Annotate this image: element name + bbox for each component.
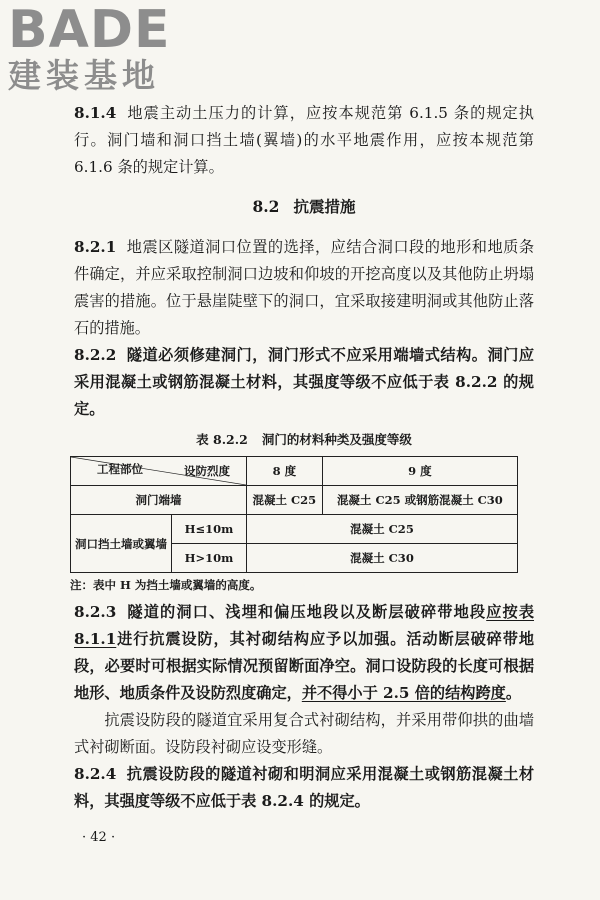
page-number: · 42 · <box>82 830 116 845</box>
clause-text: 。 <box>505 684 522 702</box>
logo-wordmark: BADE <box>8 0 171 60</box>
row-label-portal-wall: 洞门端墙 <box>71 486 247 515</box>
clause-text: 隧道的洞口、浅埋和偏压地段以及断层破碎带地段 <box>126 603 487 621</box>
clause-text: 进行抗震设防，其衬砌结构应予以加强。活动断层破碎带地段，必要时可根据实际情况预留断面净空。洞口设防段的长度可根据地形、地质条件及设防烈度确定， <box>74 630 534 702</box>
clause-8-2-2 <box>74 342 534 423</box>
logo-subtitle: 建装基地 <box>8 56 160 95</box>
cell-merged-value: 混凝土 C25 <box>247 515 518 544</box>
table-caption <box>74 431 534 449</box>
cell-8-degree: 混凝土 C25 <box>247 486 323 515</box>
section-title: 抗震措施 <box>293 197 356 216</box>
document-page <box>70 100 535 815</box>
clause-number: 8.2.2 <box>74 346 117 364</box>
header-9-degree: 9 度 <box>322 457 517 486</box>
clause-text: 隧道必须修建洞门，洞门形式不应采用端墙式结构。洞门应采用混凝土或钢筋混凝土材料，其强度等级不应低于表 8.2.2 的规定。 <box>74 346 534 418</box>
clause-8-2-4 <box>74 761 534 815</box>
section-number: 8.2 <box>252 197 280 216</box>
section-heading <box>74 193 534 220</box>
clause-8-2-3-paragraph-2: 抗震设防段的隧道宜采用复合式衬砌结构，并采用带仰拱的曲墙式衬砌断面。设防段衬砌应设变形缝。 <box>74 711 534 756</box>
underlined-text: 并不得小于 2.5 倍的结构跨度 <box>301 684 506 702</box>
clause-8-2-3 <box>74 599 534 707</box>
clause-text: 地震区隧道洞口位置的选择，应结合洞口段的地形和地质条件确定，并应采取控制洞口边坡和仰坡的开挖高度以及其他防止坍塌震害的措施。位于悬崖陡壁下的洞口，宜采取接建明洞或其他防止落石的措施。 <box>74 238 534 337</box>
underlined-text: 应按表 8.1.1 <box>74 603 535 648</box>
header-intensity: 设防烈度 <box>184 464 230 478</box>
table-header-row <box>71 457 518 486</box>
clause-number: 8.1.4 <box>74 104 117 122</box>
diagonal-header-cell <box>71 457 247 486</box>
clause-number: 8.2.3 <box>74 603 117 621</box>
clause-text: 地震主动土压力的计算，应按本规范第 6.1.5 条的规定执行。洞门墙和洞口挡土墙(翼墙)的水平地震作用，应按本规范第 6.1.6 条的规定计算。 <box>74 104 534 176</box>
clause-number: 8.2.1 <box>74 238 117 256</box>
table-number: 表 8.2.2 <box>196 432 248 447</box>
clause-8-1-4 <box>74 100 534 181</box>
table-row <box>71 486 518 515</box>
clause-text: 抗震设防段的隧道衬砌和明洞应采用混凝土或钢筋混凝土材料，其强度等级不应低于表 8.2.4 的规定。 <box>74 765 534 810</box>
header-part: 工程部位 <box>97 462 143 476</box>
height-condition-low: H≤10m <box>172 515 247 544</box>
table-row <box>71 515 518 544</box>
cell-9-degree: 混凝土 C25 或钢筋混凝土 C30 <box>322 486 517 515</box>
logo <box>8 0 183 95</box>
clause-8-2-1 <box>74 234 534 342</box>
clause-number: 8.2.4 <box>74 765 117 783</box>
table-title: 洞门的材料种类及强度等级 <box>261 432 412 447</box>
header-8-degree: 8 度 <box>247 457 323 486</box>
table-note: 注：表中 H 为挡土墙或翼墙的高度。 <box>70 578 262 592</box>
cell-merged-value: 混凝土 C30 <box>247 544 518 573</box>
height-condition-high: H>10m <box>172 544 247 573</box>
material-grade-table <box>70 456 518 573</box>
row-label-retaining-wall: 洞口挡土墙或翼墙 <box>71 515 172 573</box>
